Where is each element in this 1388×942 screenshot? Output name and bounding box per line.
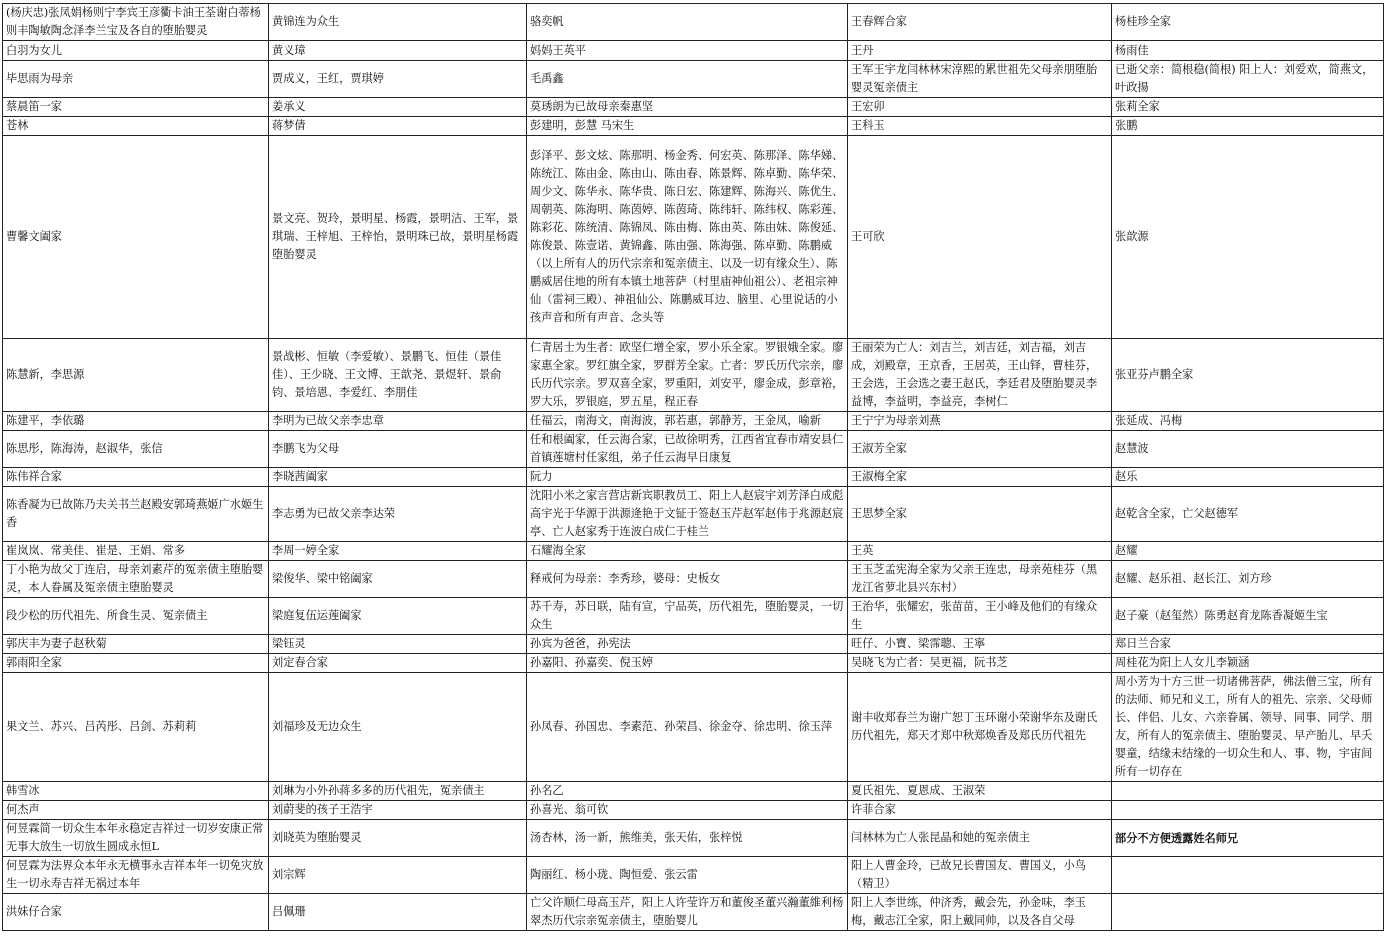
table-row (3, 136, 1384, 339)
table-cell[interactable]: 张延成、冯梅 (1112, 412, 1384, 431)
table-cell[interactable]: 沈阳小米之家言营店新宾职教员工、阳上人赵宸宇刘芳泽白成彪高宇光于华源于洪源逄艳于文钲于签赵玉芹赵军赵伟于兆源赵宸亭、亡人赵家秀于连波白成仁于桂兰 (527, 487, 848, 542)
table-row (3, 4, 1384, 41)
table-cell[interactable]: 张莉全家 (1112, 98, 1384, 117)
table-cell[interactable]: 白羽为女儿 (3, 41, 269, 61)
table-cell[interactable]: 王丽荣为亡人：刘吉兰，刘吉廷，刘吉福，刘吉成，刘殿章，王京香，王居英，王山铎，曹桂芬，王会选，王会选之妻王赵氏，李廷君及堕胎婴灵李益博，李益明，李益亮，李树仁 (848, 339, 1112, 412)
table-row (3, 542, 1384, 561)
table-cell[interactable]: 孙名乙 (527, 782, 848, 801)
table-cell[interactable]: 部分不方便透露姓名师兄 (1112, 820, 1384, 857)
table-cell[interactable]: 苍林 (3, 117, 269, 136)
table-row (3, 339, 1384, 412)
table-cell[interactable]: 妈妈王英平 (527, 41, 848, 61)
table-row (3, 820, 1384, 857)
table-row (3, 598, 1384, 635)
table-cell[interactable]: 吴晓飞为亡者：吴更福，阮书芝 (848, 654, 1112, 673)
table-cell[interactable]: 赵耀、赵乐祖、赵长江、刘方珍 (1112, 561, 1384, 598)
table-cell[interactable]: 闫林林为亡人张昆晶和她的冤亲债主 (848, 820, 1112, 857)
table-cell[interactable]: 彭泽平、彭文炫、陈那明、杨金秀、何宏英、陈那泽、陈华娣、陈统江、陈由金、陈由山、陈由春、陈景辉、陈卓勤、陈华荣、周少文、陈华永、陈华贵、陈日宏、陈建辉、陈海兴、陈优生、周朝英、陈海明、陈茵婷、陈茵琦、陈纬轩、陈纬权、陈彩莲、陈彩花、陈统清、陈锦凤、陈由梅、陈由英、陈由妹、陈俊延、陈俊景、陈壹诺、黄锦鑫、陈由强、陈海强、陈卓勤、陈鹏威（以上所有人的历代宗亲和冤亲债主、以及一切有缘众生）、陈鹏威居住地的所有本镇土地菩萨（村里庙神仙祖公）、老祖宗神仙（雷祠三殿）、神祖仙公、陈鹏威耳边、脑里、心里说话的小孩声音和所有声音、念头等 (527, 136, 848, 339)
table-cell[interactable]: 刘晓英为堕胎婴灵 (269, 820, 527, 857)
table-cell[interactable]: 仁青居士为生者：欧坚仁增全家，罗小乐全家。罗银娥全家。廖家惠全家。罗红旗全家，罗群芳全家。亡者：罗氏历代宗亲，廖氏历代宗亲。罗双喜全家，罗重阳，刘安平，廖金成，彭章裕，罗大乐，罗银庭，罗五星，程正春 (527, 339, 848, 412)
table-row (3, 487, 1384, 542)
table-cell[interactable]: 阳上人李世练，仲济秀，戴会先，孙金味，李玉梅，戴志江全家，阳上戴同帅，以及各自父母 (848, 894, 1112, 931)
table-cell[interactable]: 蒋梦倩 (269, 117, 527, 136)
table-row (3, 561, 1384, 598)
table-cell[interactable]: 周小芳为十方三世一切诸佛菩萨，佛法僧三宝，所有的法师、师兄和义工，所有人的祖先、宗亲、父母师长、伴侣、儿女、六亲眷属、领导、同事、同学、朋友，所有人的冤亲债主、堕胎婴灵、早产胎儿、早夭婴童，结缘未结缘的一切众生和人、事、物，宇宙间所有一切存在 (1112, 673, 1384, 782)
table-cell[interactable]: 孙喜光、翁可钦 (527, 801, 848, 820)
table-cell[interactable]: 王科玉 (848, 117, 1112, 136)
table-cell[interactable]: (杨庆忠)张凤娟杨则宁李宾王彦衢卡油王荃谢白蒂杨则丰陶敏陶念泽李兰宝及各自的堕胎婴灵 (3, 4, 269, 41)
table-cell[interactable]: 何昱霖简一切众生本年永稳定吉祥过一切岁安康正常无事大放生一切放生圆成永恒L (3, 820, 269, 857)
table-cell[interactable]: 韩雪冰 (3, 782, 269, 801)
table-cell[interactable]: 段少松的历代祖先、所食生灵、冤亲债主 (3, 598, 269, 635)
table-cell[interactable]: 杨雨佳 (1112, 41, 1384, 61)
table-cell[interactable]: 赵乐 (1112, 468, 1384, 487)
table-cell[interactable]: 王宁宁为母亲刘燕 (848, 412, 1112, 431)
table-cell[interactable]: 王淑梅全家 (848, 468, 1112, 487)
table-cell[interactable]: 苏千寿，苏日联，陆有宣，宁品英，历代祖先，堕胎婴灵，一切众生 (527, 598, 848, 635)
table-cell[interactable]: 李周一婷全家 (269, 542, 527, 561)
table-row (3, 468, 1384, 487)
table-cell[interactable]: 郭庆丰为妻子赵秋菊 (3, 635, 269, 654)
table-cell[interactable]: 刘琳为小外孙蒋多多的历代祖先，冤亲债主 (269, 782, 527, 801)
table-cell[interactable]: 王英 (848, 542, 1112, 561)
table-cell[interactable]: 李晓茜阖家 (269, 468, 527, 487)
table-row (3, 412, 1384, 431)
table-cell[interactable]: 彭建明，彭慧 马宋生 (527, 117, 848, 136)
dedication-list-table (2, 3, 1384, 931)
table-cell[interactable]: 张鹏 (1112, 117, 1384, 136)
table-cell[interactable]: 孙嘉阳、孙嘉奕、倪玉婷 (527, 654, 848, 673)
table-row (3, 98, 1384, 117)
table-cell[interactable]: 王治华，张耀宏，张苗苗，王小峰及他们的有缘众生 (848, 598, 1112, 635)
table-cell[interactable]: 王玉芝孟宪海全家为父亲王连忠，母亲苑桂芬（黑龙江省萝北县兴东村） (848, 561, 1112, 598)
table-cell[interactable]: 梁俊华、梁中铭阖家 (269, 561, 527, 598)
table-row (3, 654, 1384, 673)
table-cell[interactable]: 黄锦连为众生 (269, 4, 527, 41)
table-cell[interactable]: 姜承义 (269, 98, 527, 117)
table-cell[interactable]: 阳上人曹金玲，已故兄长曹国友、曹国义，小鸟（精卫） (848, 857, 1112, 894)
table-cell[interactable]: 王可欣 (848, 136, 1112, 339)
table-cell[interactable]: 赵慧波 (1112, 431, 1384, 468)
table-cell[interactable]: 陈思彤，陈海涛，赵淑华，张信 (3, 431, 269, 468)
table-cell[interactable]: 石耀海全家 (527, 542, 848, 561)
table-cell[interactable]: 刘福珍及无边众生 (269, 673, 527, 782)
table-cell[interactable]: 谢丰收郑春兰为谢广恕丁玉环谢小荣谢华东及谢氏历代祖先，郑天才郑中秋郑焕香及郑氏历代祖先 (848, 673, 1112, 782)
table-row (3, 635, 1384, 654)
table-cell[interactable]: 汤杏林，汤一新，熊维美，张天佑，张梓悦 (527, 820, 848, 857)
table-cell[interactable]: 王春辉合家 (848, 4, 1112, 41)
table-row (3, 431, 1384, 468)
table-cell[interactable]: 丁小艳为故父丁连启，母亲刘素芹的冤亲债主堕胎婴灵，本人眷属及冤亲债主堕胎婴灵 (3, 561, 269, 598)
table-cell[interactable]: 释戒何为母亲：李秀珍，婆母：史板女 (527, 561, 848, 598)
table-cell[interactable]: 蔡晨笛一家 (3, 98, 269, 117)
table-cell[interactable]: 张亚芬卢鹏全家 (1112, 339, 1384, 412)
table-cell[interactable]: 陈建平，李依璐 (3, 412, 269, 431)
table-cell[interactable]: 崔岚岚、常美佳、崔是、王娟、常多 (3, 542, 269, 561)
table-cell[interactable]: 孙宾为爸爸，孙宪法 (527, 635, 848, 654)
table-cell[interactable]: 梁钰灵 (269, 635, 527, 654)
table-cell[interactable]: 夏氏祖先、夏恩成、王淑荣 (848, 782, 1112, 801)
table-cell[interactable]: 贾成义，王红，贾琪婷 (269, 61, 527, 98)
table-cell[interactable]: 陈伟祥合家 (3, 468, 269, 487)
table-cell[interactable]: 刘定春合家 (269, 654, 527, 673)
table-cell[interactable]: 郑日兰合家 (1112, 635, 1384, 654)
table-cell[interactable]: 李志勇为已故父亲李达荣 (269, 487, 527, 542)
table-cell[interactable]: 果文兰、苏兴、吕芮彤、吕剑、苏莉莉 (3, 673, 269, 782)
table-cell[interactable]: 许菲合家 (848, 801, 1112, 820)
table-cell[interactable]: 孙凤春、孙国忠、李素范、孙荣昌、徐金夺、徐忠明、徐玉萍 (527, 673, 848, 782)
table-cell[interactable]: 陈慧新，李思源 (3, 339, 269, 412)
table-cell[interactable] (1112, 894, 1384, 931)
table-cell[interactable]: 已逝父亲：简根稳(简根) 阳上人：刘爱欢，简燕文，叶政揚 (1112, 61, 1384, 98)
table-cell[interactable]: 吕佩珊 (269, 894, 527, 931)
table-cell[interactable]: 王军王宇龙闫林林宋淳熙的累世祖先父母亲朋堕胎婴灵冤亲债主 (848, 61, 1112, 98)
table-cell[interactable]: 旺仔、小寶、梁霈聰、王寧 (848, 635, 1112, 654)
table-cell[interactable]: 毕思雨为母亲 (3, 61, 269, 98)
table-cell[interactable]: 任福云，南海文，南海波，郭若惠，郭静芳，王金凤，喻新 (527, 412, 848, 431)
table-cell[interactable] (1112, 782, 1384, 801)
table-row (3, 61, 1384, 98)
table-cell[interactable]: 曹馨文阖家 (3, 136, 269, 339)
table-cell[interactable]: 任和根阖家，任云海合家，已故徐明秀，江西省宜春市靖安县仁首镇莲塘村任家组，弟子任云海早日康复 (527, 431, 848, 468)
table-row (3, 41, 1384, 61)
table-row (3, 673, 1384, 782)
table-cell[interactable]: 洪妹仔合家 (3, 894, 269, 931)
table-cell[interactable]: 赵乾含全家，亡父赵德军 (1112, 487, 1384, 542)
table-row (3, 782, 1384, 801)
table-cell[interactable]: 何杰声 (3, 801, 269, 820)
table-cell[interactable]: 陈香凝为已故陈乃夫关书兰赵殿安郭琦燕姬广水姬生香 (3, 487, 269, 542)
table-cell[interactable]: 骆奕帆 (527, 4, 848, 41)
table-cell[interactable]: 阮力 (527, 468, 848, 487)
table-cell[interactable]: 王宏卯 (848, 98, 1112, 117)
table-cell[interactable] (1112, 801, 1384, 820)
table-cell[interactable]: 周桂花为阳上人女儿李颖涵 (1112, 654, 1384, 673)
table-cell[interactable]: 陶丽红、杨小珑、陶恒爱、张云雷 (527, 857, 848, 894)
table-row (3, 801, 1384, 820)
table-cell[interactable]: 赵子豪（赵玺然）陈勇赵育龙陈香凝姬生宝 (1112, 598, 1384, 635)
table-cell[interactable]: 李鹏飞为父母 (269, 431, 527, 468)
table-cell[interactable]: 黄义璋 (269, 41, 527, 61)
table-cell[interactable]: 李明为已故父亲李忠章 (269, 412, 527, 431)
table-cell[interactable]: 梁庭复伍运莲阖家 (269, 598, 527, 635)
table-cell[interactable]: 郭雨阳全家 (3, 654, 269, 673)
table-cell[interactable]: 王思梦全家 (848, 487, 1112, 542)
table-row (3, 117, 1384, 136)
table-cell[interactable]: 景战彬、恒敏（李爱敏）、景鹏飞、恒佳（景佳佳）、王少晓、王文博、王歆尧、景煜轩、景俞钧、景培恩、李爱红、李朋佳 (269, 339, 527, 412)
table-cell[interactable]: 杨桂珍全家 (1112, 4, 1384, 41)
table-cell[interactable]: 毛禹鑫 (527, 61, 848, 98)
table-row (3, 857, 1384, 894)
table-cell[interactable]: 莫琇朗为已故母亲秦惠坚 (527, 98, 848, 117)
table-cell[interactable]: 亡父许顺仁母高玉芹，阳上人许莹许万和董俊圣董兴瀚董維利杨翠杰历代宗亲冤亲债主，堕胎婴儿 (527, 894, 848, 931)
table-cell[interactable]: 张歆源 (1112, 136, 1384, 339)
table-cell[interactable] (1112, 857, 1384, 894)
table-cell[interactable]: 刘宗辉 (269, 857, 527, 894)
table-cell[interactable]: 王丹 (848, 41, 1112, 61)
table-cell[interactable]: 赵耀 (1112, 542, 1384, 561)
table-cell[interactable]: 刘蔚斐的孩子王浩宇 (269, 801, 527, 820)
table-cell[interactable]: 景文亮、贺玲，景明星、杨霞，景明洁、王军，景琪瑞、王梓旭、王梓怡，景明珠已故，景明星杨霞堕胎婴灵 (269, 136, 527, 339)
table-cell[interactable]: 王淑芳全家 (848, 431, 1112, 468)
table-cell[interactable]: 何昱霖为法界众本年永无横事永吉祥本年一切免灾放生一切永寿吉祥无祸过本年 (3, 857, 269, 894)
table-row (3, 894, 1384, 931)
